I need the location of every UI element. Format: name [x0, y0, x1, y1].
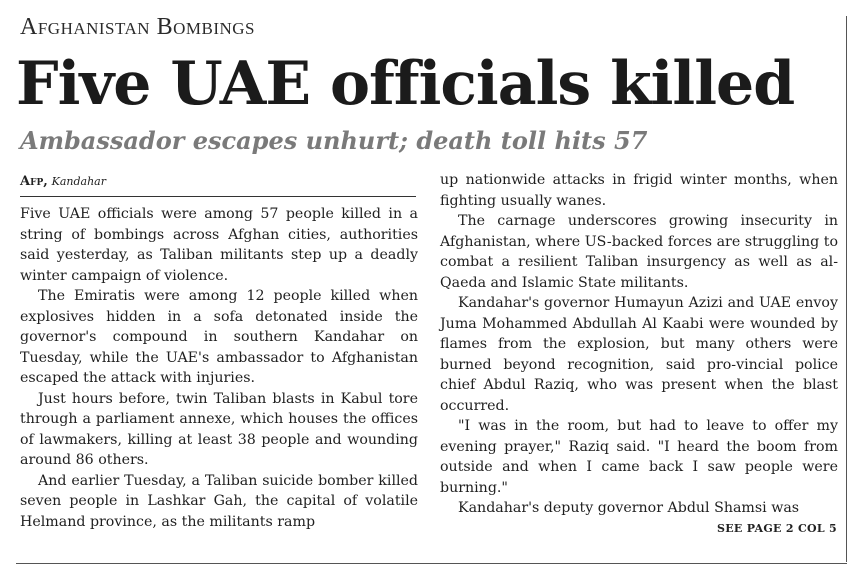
paragraph: Just hours before, twin Taliban blasts in Kabul tore through a parliament annexe, which houses the offices of lawmakers, killing at least 38 people and wounding around 86 others. [20, 390, 418, 468]
right-border-rule [846, 16, 847, 562]
paragraph: The carnage underscores growing insecurity in Afghanistan, where US-backed forces are struggling to combat a resilient Taliban insurgency as well as al-Qaeda and Islamic State militants. [440, 213, 838, 291]
paragraph: Kandahar's deputy governor Abdul Shamsi was [458, 500, 800, 516]
kicker: Afghanistan Bombings [20, 14, 255, 40]
byline-rule [20, 196, 416, 197]
byline [20, 174, 106, 189]
headline: Five UAE officials killed [16, 49, 795, 119]
paragraph: The Emiratis were among 12 people killed when explosives hidden in a sofa detonated inside the governor's compound in southern Kandahar on Tuesday, while the UAE's ambassador to Afghanistan escaped the attack with injuries. [20, 288, 418, 386]
column-2 [440, 170, 838, 519]
jump-line: SEE PAGE 2 COL 5 [717, 522, 837, 535]
bottom-border-rule [16, 563, 847, 564]
byline-agency: Afp, [20, 174, 48, 189]
paragraph: Kandahar's governor Humayun Azizi and UAE envoy Juma Mohammed Abdullah Al Kaabi were wounded by flames from the explosion, but many others were burned beyond recognition, said pro-vincial police chief Abdul Raziq, who was present when the blast occurred. [440, 295, 838, 414]
paragraph: Five UAE officials were among 57 people killed in a string of bombings across Afghan cities, authorities said yesterday, as Taliban militants step up a deadly winter campaign of violence. [20, 206, 418, 284]
deck: Ambassador escapes unhurt; death toll hits 57 [20, 126, 648, 155]
column-1 [20, 204, 418, 532]
paragraph: up nationwide attacks in frigid winter months, when fighting usually wanes. [440, 172, 838, 209]
paragraph: "I was in the room, but had to leave to offer my evening prayer," Raziq said. "I heard the boom from outside and when I came back I saw people were burning." [440, 418, 838, 496]
paragraph: And earlier Tuesday, a Taliban suicide bomber killed seven people in Lashkar Gah, the capital of volatile Helmand province, as the militants ramp [20, 472, 418, 530]
byline-place: Kandahar [51, 175, 106, 188]
